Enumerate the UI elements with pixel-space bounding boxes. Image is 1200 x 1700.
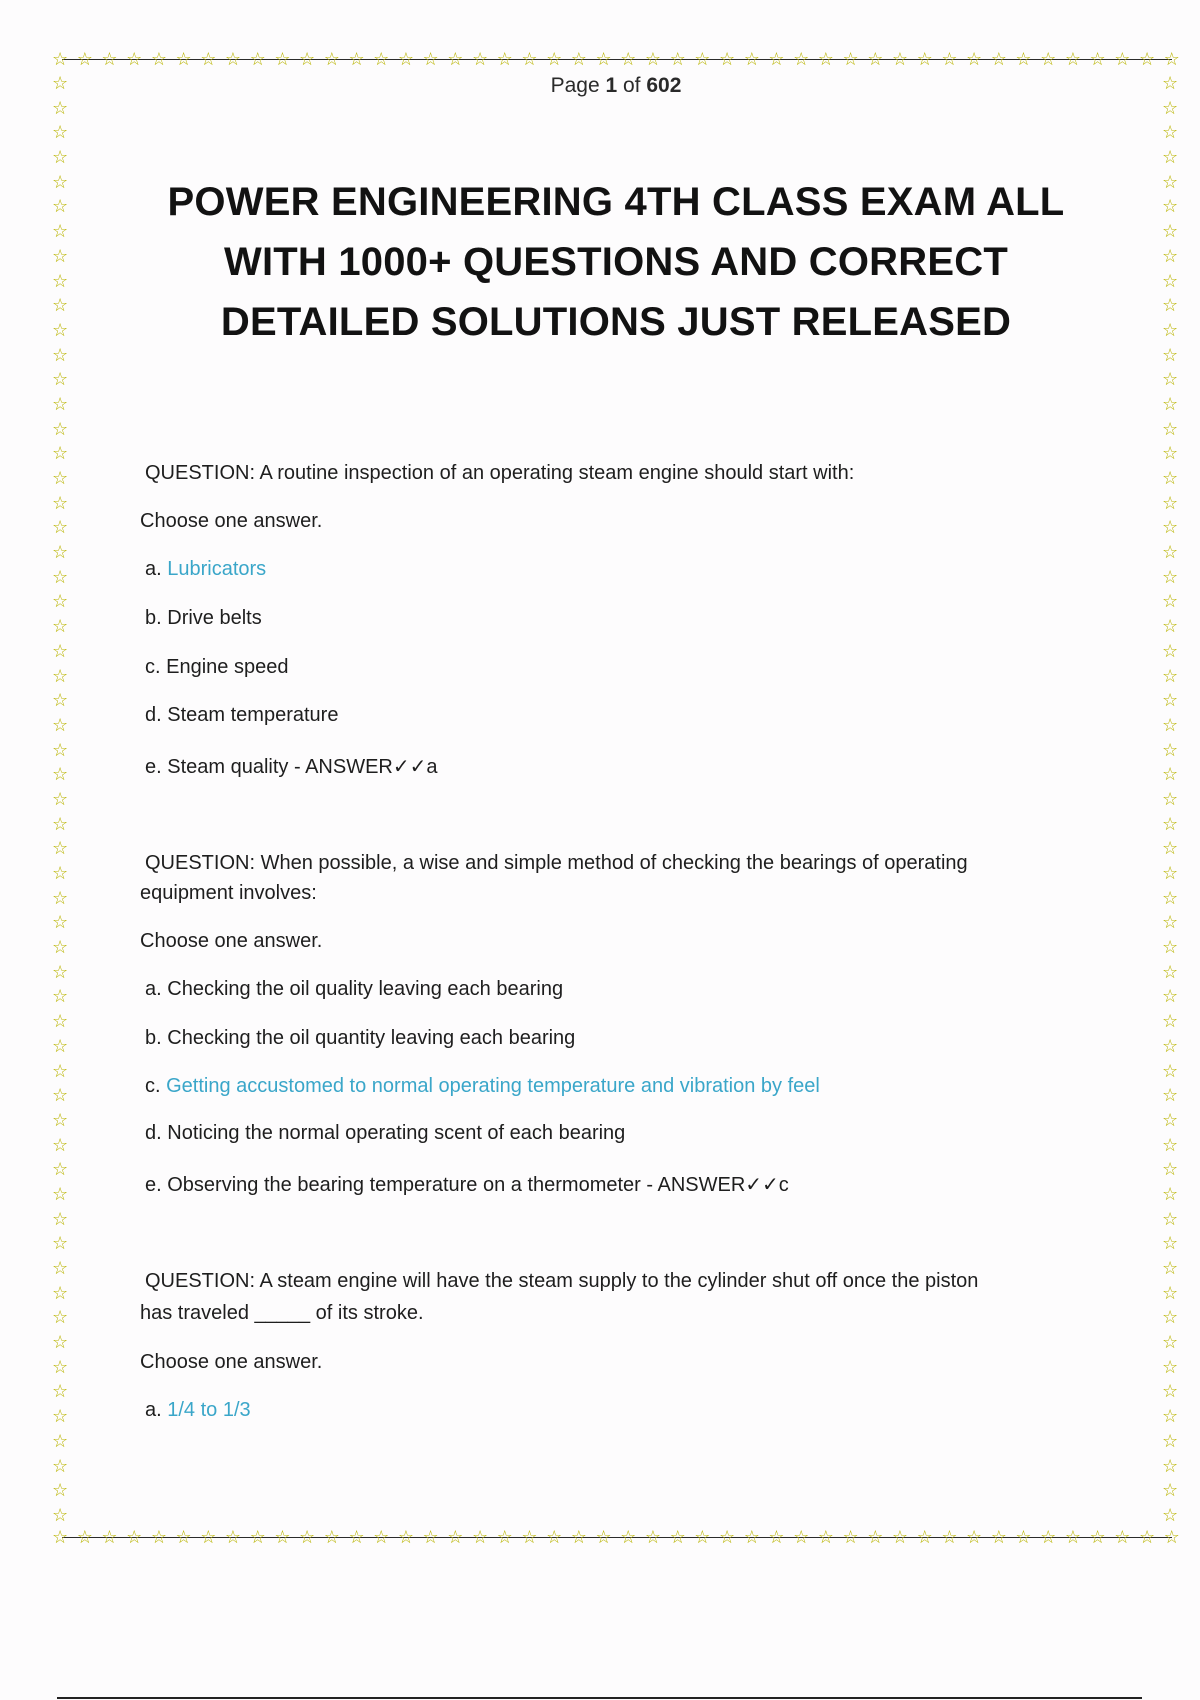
question-block-3	[140, 1270, 1085, 1440]
border-star-icon: ☆	[1162, 1307, 1179, 1329]
border-star-icon: ☆	[496, 1527, 513, 1548]
border-star-icon: ☆	[718, 1527, 736, 1548]
border-star-icon: ☆	[52, 1332, 69, 1354]
border-star-icon: ☆	[52, 1455, 69, 1477]
border-star-icon: ☆	[990, 1527, 1007, 1548]
border-star-icon: ☆	[52, 1480, 69, 1502]
border-star-icon: ☆	[224, 49, 242, 70]
option-text-correct: Getting accustomed to normal operating temperature and vibration by feel	[166, 1075, 820, 1097]
border-star-icon: ☆	[52, 270, 69, 292]
border-star-icon: ☆	[1162, 1381, 1179, 1403]
border-star-icon: ☆	[1162, 912, 1179, 934]
border-star-icon: ☆	[1163, 49, 1180, 70]
border-star-icon: ☆	[1162, 443, 1179, 465]
border-star-icon: ☆	[52, 887, 69, 909]
border-star-icon: ☆	[101, 49, 118, 70]
border-star-icon: ☆	[52, 492, 69, 514]
question-text: QUESTION: When possible, a wise and simple method of checking the bearings of operating	[145, 852, 968, 874]
border-star-icon: ☆	[1162, 887, 1179, 909]
border-star-icon: ☆	[1162, 73, 1179, 94]
border-star-icon: ☆	[1162, 468, 1179, 489]
question-block-2	[140, 852, 1085, 1202]
border-star-icon: ☆	[718, 49, 736, 70]
answer-option-a	[145, 1399, 251, 1422]
border-star-icon: ☆	[595, 1527, 612, 1548]
border-star-icon: ☆	[1162, 270, 1179, 292]
border-star-icon: ☆	[620, 1527, 637, 1548]
border-star-icon: ☆	[52, 517, 69, 539]
border-star-icon: ☆	[52, 986, 69, 1008]
border-star-icon: ☆	[299, 1527, 316, 1548]
border-star-icon: ☆	[52, 171, 69, 193]
border-star-icon: ☆	[1162, 1085, 1179, 1107]
border-star-icon: ☆	[1163, 1527, 1180, 1548]
border-star-icon: ☆	[52, 591, 69, 613]
answer-option-a	[145, 978, 563, 1001]
border-star-icon: ☆	[1162, 1430, 1179, 1452]
border-star-icon: ☆	[52, 1085, 69, 1107]
border-star-icon: ☆	[644, 1527, 662, 1548]
border-star-icon: ☆	[76, 49, 93, 70]
border-star-icon: ☆	[52, 468, 69, 489]
border-star-icon: ☆	[1089, 49, 1106, 70]
border-star-icon: ☆	[1162, 863, 1179, 884]
border-star-icon: ☆	[150, 1527, 167, 1548]
border-star-icon: ☆	[1162, 1134, 1179, 1156]
border-star-icon: ☆	[966, 49, 983, 70]
answer-option-a	[145, 558, 266, 581]
border-star-icon: ☆	[1162, 1011, 1179, 1033]
border-star-icon: ☆	[867, 49, 884, 70]
border-star-icon: ☆	[126, 49, 143, 70]
border-star-icon: ☆	[52, 1011, 69, 1033]
border-star-icon: ☆	[52, 369, 69, 391]
border-star-icon: ☆	[126, 1527, 143, 1548]
border-star-icon: ☆	[1162, 986, 1179, 1008]
border-star-icon: ☆	[867, 1527, 884, 1548]
border-star-icon: ☆	[1162, 1183, 1179, 1205]
border-star-icon: ☆	[891, 1527, 909, 1548]
border-star-icon: ☆	[52, 937, 69, 959]
border-star-icon: ☆	[52, 1233, 69, 1255]
border-star-icon: ☆	[52, 1208, 69, 1230]
answer-instruction: Choose one answer.	[140, 930, 323, 952]
border-star-icon: ☆	[348, 1527, 365, 1548]
border-star-icon: ☆	[422, 1527, 439, 1548]
option-letter: c.	[145, 656, 161, 678]
border-star-icon: ☆	[1162, 1282, 1179, 1304]
border-star-icon: ☆	[52, 97, 69, 119]
border-star-icon: ☆	[1162, 1060, 1179, 1082]
star-border-left	[52, 74, 68, 1526]
border-star-icon: ☆	[348, 49, 365, 70]
border-star-icon: ☆	[1162, 640, 1179, 662]
page-indicator	[0, 74, 1200, 98]
border-star-icon: ☆	[1162, 665, 1179, 687]
option-letter: a.	[145, 1399, 162, 1421]
option-text-correct: Lubricators	[167, 558, 267, 580]
border-star-icon: ☆	[150, 49, 167, 70]
border-star-icon: ☆	[1162, 1480, 1179, 1502]
border-star-icon: ☆	[546, 49, 563, 70]
border-star-icon: ☆	[1162, 1504, 1179, 1526]
answer-option-e	[145, 754, 438, 779]
border-star-icon: ☆	[916, 1527, 933, 1548]
border-star-icon: ☆	[817, 1527, 834, 1548]
border-star-icon: ☆	[52, 393, 69, 415]
border-star-icon: ☆	[422, 49, 439, 70]
star-border-top	[52, 50, 1180, 70]
border-star-icon: ☆	[1162, 344, 1179, 366]
border-star-icon: ☆	[52, 912, 69, 934]
border-star-icon: ☆	[1162, 1332, 1179, 1354]
border-star-icon: ☆	[52, 838, 69, 860]
star-border-right	[1162, 74, 1178, 1526]
border-star-icon: ☆	[52, 196, 69, 218]
border-star-icon: ☆	[52, 1307, 69, 1329]
border-star-icon: ☆	[1162, 1406, 1179, 1428]
border-star-icon: ☆	[52, 1381, 69, 1403]
border-star-icon: ☆	[1015, 1527, 1032, 1548]
option-text-with-answer: Steam quality - ANSWER✓✓a	[167, 756, 438, 778]
option-letter: a.	[145, 558, 162, 580]
border-star-icon: ☆	[1162, 171, 1179, 193]
border-star-icon: ☆	[1138, 1527, 1156, 1548]
border-star-icon: ☆	[52, 739, 69, 761]
border-star-icon: ☆	[1040, 1527, 1057, 1548]
border-star-icon: ☆	[1162, 838, 1179, 860]
border-star-icon: ☆	[916, 49, 933, 70]
border-star-icon: ☆	[768, 1527, 785, 1548]
border-star-icon: ☆	[471, 49, 489, 70]
option-letter: d.	[145, 704, 162, 726]
border-star-icon: ☆	[52, 1060, 69, 1082]
border-star-icon: ☆	[1162, 517, 1179, 539]
border-star-icon: ☆	[52, 344, 69, 366]
question-block-1	[140, 462, 1085, 782]
border-star-icon: ☆	[52, 961, 69, 983]
border-star-icon: ☆	[990, 49, 1007, 70]
option-letter: b.	[145, 607, 162, 629]
border-star-icon: ☆	[694, 49, 711, 70]
border-star-icon: ☆	[52, 1282, 69, 1304]
border-star-icon: ☆	[52, 319, 69, 341]
border-star-icon: ☆	[397, 1527, 414, 1548]
answer-option-c	[145, 1075, 820, 1098]
border-star-icon: ☆	[521, 49, 538, 70]
border-star-icon: ☆	[842, 1527, 859, 1548]
option-text: Steam temperature	[167, 704, 339, 726]
option-text: Drive belts	[167, 607, 262, 629]
answer-option-e	[145, 1172, 789, 1197]
border-star-icon: ☆	[274, 1527, 291, 1548]
border-star-icon: ☆	[101, 1527, 118, 1548]
border-star-icon: ☆	[570, 1527, 587, 1548]
answer-option-d	[145, 704, 338, 727]
border-star-icon: ☆	[52, 714, 69, 736]
option-text-correct: 1/4 to 1/3	[167, 1399, 251, 1421]
border-star-icon: ☆	[1064, 49, 1081, 70]
border-star-icon: ☆	[496, 49, 513, 70]
border-star-icon: ☆	[447, 49, 464, 70]
border-star-icon: ☆	[1162, 937, 1179, 959]
border-star-icon: ☆	[1162, 690, 1179, 712]
border-star-icon: ☆	[644, 49, 662, 70]
border-star-icon: ☆	[52, 616, 69, 638]
border-star-icon: ☆	[52, 1183, 69, 1205]
border-star-icon: ☆	[52, 1406, 69, 1428]
border-star-icon: ☆	[793, 49, 810, 70]
border-star-icon: ☆	[52, 640, 69, 662]
border-star-icon: ☆	[743, 1527, 760, 1548]
border-star-icon: ☆	[52, 122, 69, 144]
border-star-icon: ☆	[1162, 764, 1179, 786]
border-star-icon: ☆	[521, 1527, 538, 1548]
border-star-icon: ☆	[694, 1527, 711, 1548]
answer-instruction: Choose one answer.	[140, 1351, 323, 1373]
border-star-icon: ☆	[52, 1109, 69, 1131]
option-letter: d.	[145, 1122, 162, 1144]
star-border-bottom	[52, 1528, 1180, 1548]
answer-option-b	[145, 607, 262, 630]
border-star-icon: ☆	[200, 49, 217, 70]
option-text: Noticing the normal operating scent of each bearing	[167, 1122, 626, 1144]
border-star-icon: ☆	[1162, 319, 1179, 341]
border-star-icon: ☆	[1089, 1527, 1106, 1548]
option-letter: b.	[145, 1027, 162, 1049]
border-star-icon: ☆	[1015, 49, 1032, 70]
border-star-icon: ☆	[373, 1527, 390, 1548]
border-star-icon: ☆	[323, 1527, 340, 1548]
border-star-icon: ☆	[1162, 542, 1179, 564]
option-letter: e.	[145, 756, 162, 778]
border-star-icon: ☆	[1162, 1208, 1179, 1230]
border-star-icon: ☆	[52, 1356, 69, 1378]
option-text: Checking the oil quality leaving each bearing	[167, 978, 564, 1000]
total-page-count: 602	[646, 74, 682, 97]
question-text-continued: has traveled _____ of its stroke.	[140, 1302, 424, 1324]
border-star-icon: ☆	[1040, 49, 1057, 70]
current-page-number: 1	[605, 74, 618, 97]
border-star-icon: ☆	[373, 49, 390, 70]
border-star-icon: ☆	[447, 1527, 464, 1548]
border-star-icon: ☆	[52, 295, 69, 317]
question-text-continued: equipment involves:	[140, 882, 317, 904]
border-star-icon: ☆	[76, 1527, 93, 1548]
answer-option-c	[145, 656, 288, 679]
border-star-icon: ☆	[768, 49, 785, 70]
border-star-icon: ☆	[1162, 1233, 1179, 1255]
border-star-icon: ☆	[1162, 196, 1179, 218]
answer-instruction: Choose one answer.	[140, 510, 323, 532]
border-star-icon: ☆	[52, 221, 69, 243]
border-star-icon: ☆	[1162, 122, 1179, 144]
page-label: Page	[550, 74, 600, 97]
border-star-icon: ☆	[891, 49, 909, 70]
border-star-icon: ☆	[1162, 147, 1179, 169]
border-star-icon: ☆	[1162, 1109, 1179, 1131]
border-star-icon: ☆	[52, 665, 69, 687]
border-star-icon: ☆	[249, 1527, 266, 1548]
question-text: QUESTION: A steam engine will have the steam supply to the cylinder shut off once the piston	[145, 1270, 979, 1292]
option-letter: a.	[145, 978, 162, 1000]
border-star-icon: ☆	[620, 49, 637, 70]
border-star-icon: ☆	[52, 1527, 69, 1548]
page-divider	[57, 1697, 1142, 1699]
border-star-icon: ☆	[1162, 591, 1179, 613]
option-text-with-answer: Observing the bearing temperature on a thermometer - ANSWER✓✓c	[167, 1174, 789, 1196]
border-star-icon: ☆	[52, 566, 69, 588]
border-star-icon: ☆	[1162, 221, 1179, 243]
border-star-icon: ☆	[1162, 393, 1179, 415]
border-star-icon: ☆	[1162, 295, 1179, 317]
border-star-icon: ☆	[52, 418, 69, 440]
border-star-icon: ☆	[1162, 1356, 1179, 1378]
border-star-icon: ☆	[471, 1527, 489, 1548]
border-star-icon: ☆	[1162, 566, 1179, 588]
border-star-icon: ☆	[200, 1527, 217, 1548]
border-star-icon: ☆	[595, 49, 612, 70]
border-star-icon: ☆	[966, 1527, 983, 1548]
answer-option-d	[145, 1122, 625, 1145]
border-star-icon: ☆	[1162, 813, 1179, 835]
border-star-icon: ☆	[52, 813, 69, 835]
border-star-icon: ☆	[52, 1134, 69, 1156]
border-star-icon: ☆	[52, 245, 69, 267]
option-letter: e.	[145, 1174, 162, 1196]
border-star-icon: ☆	[1162, 418, 1179, 440]
border-star-icon: ☆	[1162, 492, 1179, 514]
border-star-icon: ☆	[175, 1527, 192, 1548]
option-text: Checking the oil quantity leaving each bearing	[167, 1027, 576, 1049]
border-star-icon: ☆	[669, 1527, 686, 1548]
border-star-icon: ☆	[1114, 1527, 1131, 1548]
border-star-icon: ☆	[52, 73, 69, 94]
border-star-icon: ☆	[1162, 616, 1179, 638]
border-star-icon: ☆	[224, 1527, 242, 1548]
border-star-icon: ☆	[546, 1527, 563, 1548]
border-star-icon: ☆	[1162, 1455, 1179, 1477]
option-letter: c.	[145, 1075, 161, 1097]
border-star-icon: ☆	[1162, 961, 1179, 983]
question-text: QUESTION: A routine inspection of an operating steam engine should start with:	[145, 462, 855, 484]
border-star-icon: ☆	[299, 49, 316, 70]
border-star-icon: ☆	[52, 542, 69, 564]
border-star-icon: ☆	[1162, 97, 1179, 119]
border-star-icon: ☆	[1138, 49, 1156, 70]
border-star-icon: ☆	[793, 1527, 810, 1548]
border-star-icon: ☆	[52, 690, 69, 712]
answer-option-b	[145, 1027, 575, 1050]
border-star-icon: ☆	[52, 1430, 69, 1452]
border-star-icon: ☆	[52, 1159, 69, 1181]
border-star-icon: ☆	[743, 49, 760, 70]
border-star-icon: ☆	[1162, 1159, 1179, 1181]
border-star-icon: ☆	[669, 49, 686, 70]
border-star-icon: ☆	[249, 49, 266, 70]
page-of-label: of	[623, 74, 641, 97]
border-star-icon: ☆	[1114, 49, 1131, 70]
border-star-icon: ☆	[817, 49, 834, 70]
border-star-icon: ☆	[397, 49, 414, 70]
border-star-icon: ☆	[175, 49, 192, 70]
border-star-icon: ☆	[1162, 245, 1179, 267]
border-star-icon: ☆	[941, 49, 958, 70]
border-star-icon: ☆	[52, 1258, 69, 1279]
border-star-icon: ☆	[52, 49, 69, 70]
border-star-icon: ☆	[1162, 714, 1179, 736]
border-star-icon: ☆	[52, 863, 69, 884]
border-star-icon: ☆	[941, 1527, 958, 1548]
border-star-icon: ☆	[52, 1035, 69, 1057]
border-star-icon: ☆	[842, 49, 859, 70]
border-star-icon: ☆	[274, 49, 291, 70]
border-star-icon: ☆	[52, 443, 69, 465]
option-text: Engine speed	[166, 656, 289, 678]
border-star-icon: ☆	[1162, 1035, 1179, 1057]
border-star-icon: ☆	[1064, 1527, 1081, 1548]
border-star-icon: ☆	[323, 49, 340, 70]
document-title: POWER ENGINEERING 4TH CLASS EXAM ALL WITH 1000+ QUESTIONS AND CORRECT DETAILED SOLUTIONS JUST RELEASED	[167, 180, 1065, 344]
border-star-icon: ☆	[1162, 1258, 1179, 1279]
border-star-icon: ☆	[570, 49, 587, 70]
border-star-icon: ☆	[52, 788, 69, 810]
border-star-icon: ☆	[52, 147, 69, 169]
border-star-icon: ☆	[1162, 739, 1179, 761]
border-star-icon: ☆	[52, 764, 69, 786]
border-star-icon: ☆	[1162, 788, 1179, 810]
border-star-icon: ☆	[1162, 369, 1179, 391]
border-star-icon: ☆	[52, 1504, 69, 1526]
